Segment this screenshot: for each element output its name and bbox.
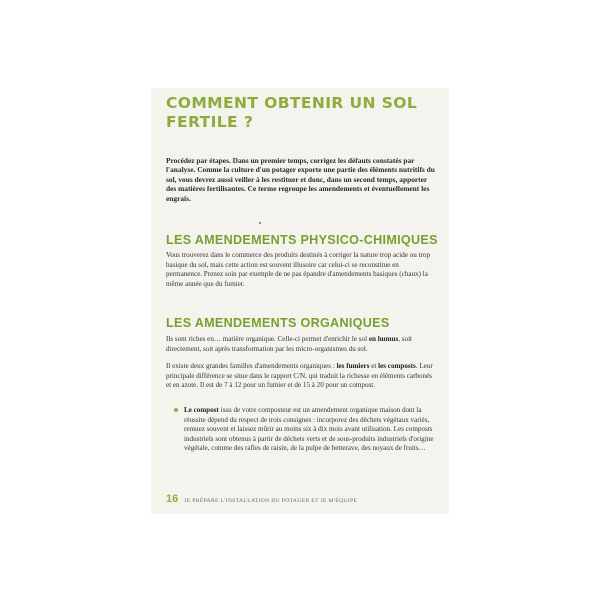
compost-bullet-text: Le compost issu de votre composteur est un amendement organique maison dont la réussite dépend du respect de trois consignes : incorporez des déchets végétaux variés, remuez souvent et laissez mûrir au moins six à dix mois avant utilisation. Les composts industriels sont obtenus à partir de déchets verts et de sous-produits industriels d'origine végétale, comme des rafles de raisin, de la pulpe de betterave, des noyaux de fruits… <box>184 406 434 453</box>
page-title: COMMENT OBTENIR UN SOL FERTILE ? <box>166 94 418 131</box>
physico-chimiques-paragraph: Vous trouverez dans le commerce des produits destinés à corriger la nature trop acide ou trop basique du sol, mais cette action est souvent illusoire car celui-ci se reconstitue en permanence. Prenez soin par exemple de ne pas épandre d'amendements basiques (chaux) la même année que du fumier. <box>166 251 431 288</box>
section-title-physico-chimiques: LES AMENDEMENTS PHYSICO-CHIMIQUES <box>166 233 438 247</box>
intro-paragraph: Procédez par étapes. Dans un premier temps, corrigez les défauts constatés par l'analyse. Comme la culture d'un potager exporte une partie des éléments nutritifs du sol, vous devrez aussi veiller à les restituer et donc, dans un second temps, apporter des matières fertilisantes. Ce terme regroupe les amendements et éventuellement les engrais. <box>166 156 435 203</box>
section-separator-dot <box>259 222 261 224</box>
bold-les-composts: les composts <box>378 362 416 370</box>
organiques-paragraph-2: Il existe deux grandes familles d'amendements organiques : les fumiers et les composts. Leur principale différence se situe dans le rapport C/N, qui traduit la richesse en éléments carbonés et en azote. Il est de 7 à 12 pour un fumier et de 15 à 20 pour un compost. <box>166 362 433 390</box>
page-footer <box>166 493 446 505</box>
bullet-dot-icon <box>174 408 178 412</box>
running-head: JE PRÉPARE L'INSTALLATION DU POTAGER ET JE M'ÉQUIPE <box>184 498 358 504</box>
organiques-paragraph-1: Ils sont riches en… matière organique. Celle-ci permet d'enrichir le sol en humus, soit directement, soit après transformation par les micro-organismes du sol. <box>166 335 413 353</box>
page-number: 16 <box>166 493 179 505</box>
bold-en-humus: en humus <box>368 335 399 343</box>
section-title-organiques: LES AMENDEMENTS ORGANIQUES <box>166 316 390 330</box>
bold-le-compost: Le compost <box>184 406 219 414</box>
bold-les-fumiers: les fumiers <box>336 362 370 370</box>
compost-bullet-item <box>166 406 436 454</box>
book-page <box>151 88 449 514</box>
